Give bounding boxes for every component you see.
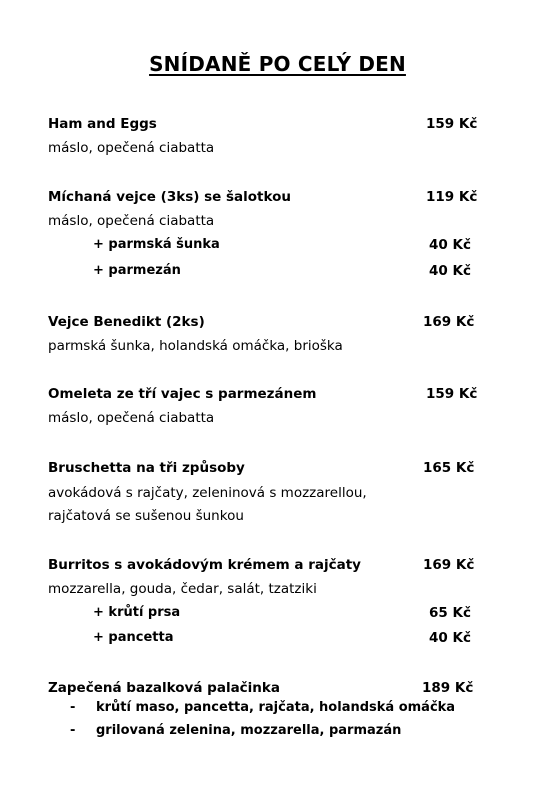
menu-item-name: Ham and Eggs: [48, 116, 157, 132]
menu-item-name: Omeleta ze tří vajec s parmezánem: [48, 386, 317, 402]
addon-label: + parmská šunka: [93, 237, 220, 252]
menu-title: SNÍDANĚ PO CELÝ DEN: [149, 52, 406, 76]
bullet-dash: -: [70, 700, 76, 715]
menu-item-description: mozzarella, gouda, čedar, salát, tzatziki: [48, 581, 317, 597]
addon-label: + parmezán: [93, 263, 181, 278]
menu-item-price: 159 Kč: [426, 386, 478, 402]
menu-item-description: avokádová s rajčaty, zeleninová s mozzarellou,: [48, 485, 367, 501]
menu-item-name: Burritos s avokádovým krémem a rajčaty: [48, 557, 361, 573]
menu-item-name: Vejce Benedikt (2ks): [48, 314, 205, 330]
bullet-item: krůtí maso, pancetta, rajčata, holandská omáčka: [96, 700, 456, 715]
menu-item-name: Míchaná vejce (3ks) se šalotkou: [48, 189, 291, 205]
addon-price: 40 Kč: [429, 263, 471, 279]
addon-price: 40 Kč: [429, 237, 471, 253]
menu-item-name: Zapečená bazalková palačinka: [48, 680, 281, 696]
menu-item-price: 189 Kč: [422, 680, 474, 696]
menu-item-description: parmská šunka, holandská omáčka, brioška: [48, 338, 343, 354]
menu-item-price: 169 Kč: [423, 314, 475, 330]
menu-item-price: 165 Kč: [423, 460, 475, 476]
bullet-dash: -: [70, 723, 76, 738]
menu-item-description: máslo, opečená ciabatta: [48, 410, 215, 426]
addon-label: + krůtí prsa: [93, 605, 181, 620]
menu-item-price: 169 Kč: [423, 557, 475, 573]
addon-price: 40 Kč: [429, 630, 471, 646]
menu-item-price: 159 Kč: [426, 116, 478, 132]
addon-label: + pancetta: [93, 630, 174, 645]
menu-item-description: máslo, opečená ciabatta: [48, 213, 215, 229]
bullet-item: grilovaná zelenina, mozzarella, parmazán: [96, 723, 402, 738]
menu-item-description: máslo, opečená ciabatta: [48, 140, 215, 156]
menu-item-price: 119 Kč: [426, 189, 478, 205]
menu-item-name: Bruschetta na tři způsoby: [48, 460, 245, 476]
addon-price: 65 Kč: [429, 605, 471, 621]
menu-item-description-line2: rajčatová se sušenou šunkou: [48, 508, 244, 524]
